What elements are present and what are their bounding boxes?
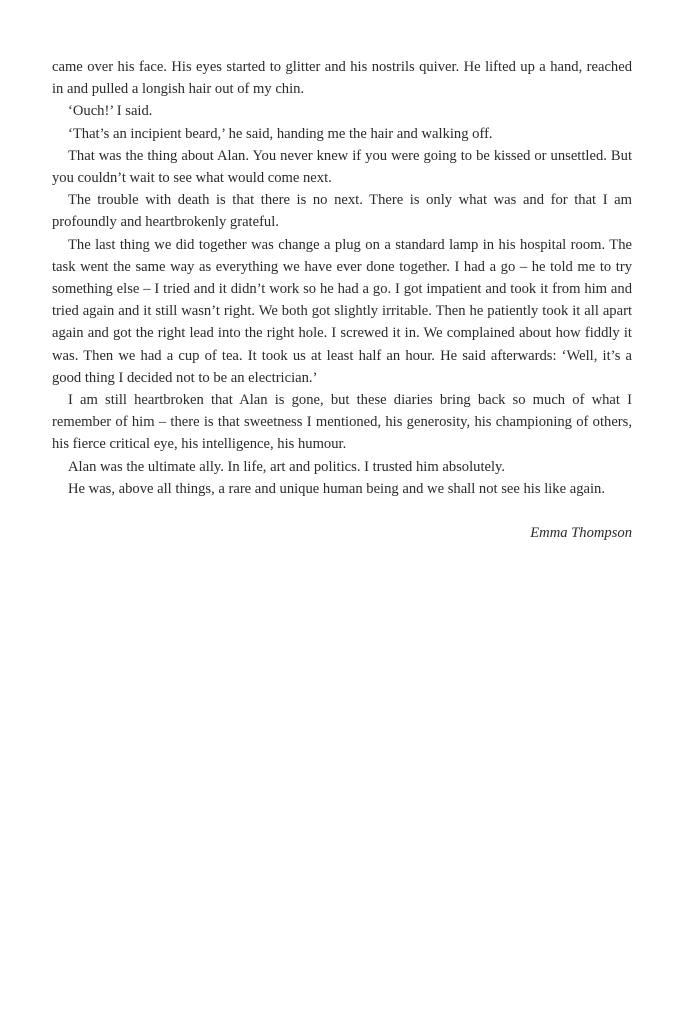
paragraph-7: I am still heartbroken that Alan is gone, but these diaries bring back so much of what I remember of him – there is that sweetness I mentioned, his generosity, his championing of others, his fierce critical eye, his intelligence, his humour. [52,392,632,453]
paragraph-4: That was the thing about Alan. You never knew if you were going to be kissed or unsettled. But you couldn’t wait to see what would come next. [52,147,632,187]
paragraph-3: ‘That’s an incipient beard,’ he said, handing me the hair and walking off. [68,125,493,142]
paragraph-1: came over his face. His eyes started to glitter and his nostrils quiver. He lifted up a hand, reached in and pulled a longish hair out of my chin. [52,59,632,98]
paragraph-5: The trouble with death is that there is no next. There is only what was and for that I am profoundly and heartbrokenly grateful. [52,192,632,231]
paragraph-9: He was, above all things, a rare and unique human being and we shall not see his like again. [68,480,605,497]
paragraph-2: ‘Ouch!’ I said. [68,103,153,120]
paragraph-8: Alan was the ultimate ally. In life, art and politics. I trusted him absolutely. [68,458,506,475]
document-page [52,56,632,544]
paragraph-6: The last thing we did together was change a plug on a standard lamp in his hospital room. The task went the same way as everything we have ever done together. I had a go – he told me to try something else – I tried and it didn’t work so he had a go. I got impatient and took it from him and tried again and it still wasn’t right. We both got slightly irritable. Then he patiently took it all apart again and got the right lead into the right hole. I screwed it in. We complained about how fiddly it was. Then we had a cup of tea. It took us at least half an hour. He said afterwards: ‘Well, it’s a good thing I decided not to be an electrician.’ [52,236,632,386]
author-signature: Emma Thompson [530,525,632,542]
